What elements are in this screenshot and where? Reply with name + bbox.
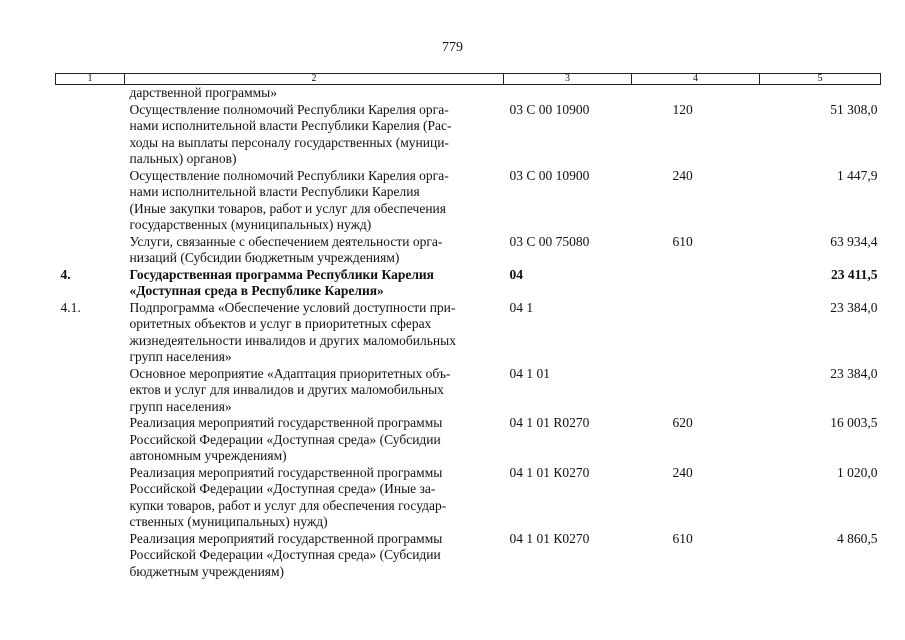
row-amount: [760, 85, 881, 102]
row-expense-type: 610: [672, 233, 693, 249]
table-row: [56, 102, 881, 168]
row-amount: 51 308,0: [830, 101, 878, 117]
row-name-line: оритетных объектов и услуг в приоритетных сферах: [129, 316, 432, 331]
row-expense-type: [632, 267, 760, 300]
row-name-line: пальных) органов): [129, 151, 237, 166]
row-name-line: Государственная программа Республики Карелия: [129, 266, 434, 282]
row-code: 03 С 00 75080: [509, 233, 590, 249]
header-row: [56, 74, 881, 85]
row-amount: 23 384,0: [830, 299, 878, 315]
row-code: 03 С 00 10900: [509, 167, 590, 183]
row-name: [125, 300, 504, 366]
table-row: [56, 85, 881, 102]
row-amount: 23 384,0: [830, 365, 878, 381]
row-code: 04 1 01: [509, 365, 550, 381]
page-number: 779: [442, 40, 463, 55]
table-row: [56, 267, 881, 300]
row-name-line: групп населения»: [129, 349, 232, 364]
row-amount: 16 003,5: [830, 415, 878, 430]
row-code: 04 1 01 R0270: [509, 415, 590, 430]
row-name-line: Осуществление полномочий Республики Карелия орга-: [129, 101, 449, 117]
row-number: [56, 234, 125, 267]
header-col-3: 3: [504, 74, 632, 85]
row-number: [56, 168, 125, 234]
row-amount: 63 934,4: [830, 233, 878, 249]
row-name-line: Реализация мероприятий государственной программы: [129, 464, 443, 480]
header-col-4: 4: [632, 74, 760, 85]
row-number: [56, 366, 125, 416]
row-amount: 1 020,0: [837, 464, 878, 480]
row-number: [56, 85, 125, 102]
row-expense-type: 240: [672, 464, 693, 480]
row-number: [56, 102, 125, 168]
header-col-1: 1: [56, 74, 125, 85]
header-col-2: 2: [125, 74, 504, 85]
row-expense-type: 240: [672, 167, 693, 183]
row-name: [125, 267, 504, 300]
table-header: [56, 74, 881, 85]
row-code: 04: [509, 266, 523, 282]
row-expense-type: [632, 85, 760, 102]
table-row: [56, 300, 881, 366]
row-name: [125, 366, 504, 416]
row-name-line: купки товаров, работ и услуг для обеспечения государ-: [129, 497, 447, 513]
row-name-line: нами исполнительной власти Республики Карелия: [129, 184, 420, 199]
row-name: [125, 465, 504, 531]
row-name-line: Реализация мероприятий государственной программы: [129, 415, 443, 430]
row-name-line: низаций (Субсидии бюджетным учреждениям): [129, 250, 400, 265]
row-number: [56, 531, 125, 581]
row-amount: 1 447,9: [837, 167, 878, 183]
row-name: [125, 234, 504, 267]
table-row: [56, 531, 881, 581]
row-expense-type: [632, 366, 760, 416]
row-expense-type: 620: [672, 415, 693, 430]
row-name-line: Российской Федерации «Доступная среда» (Иные за-: [129, 481, 436, 496]
row-number: 4.: [60, 266, 71, 282]
row-name-line: нами исполнительной власти Республики Карелия (Рас-: [129, 118, 452, 133]
row-number: [56, 465, 125, 531]
row-amount: 23 411,5: [830, 266, 878, 282]
row-name-line: «Доступная среда в Республике Карелия»: [129, 283, 384, 298]
row-code: 04 1 01 К0270: [509, 464, 590, 480]
row-name-line: бюджетным учреждениям): [129, 563, 285, 579]
row-name-line: Российской Федерации «Доступная среда» (Субсидии: [129, 547, 441, 562]
row-name-line: автономным учреждениям): [129, 448, 287, 463]
table-row: [56, 234, 881, 267]
row-name-line: Подпрограмма «Обеспечение условий доступности при-: [129, 299, 456, 315]
row-name-line: ходы на выплаты персоналу государственных (муници-: [129, 134, 449, 150]
row-name-line: дарственной программы»: [129, 85, 277, 100]
row-amount: 4 860,5: [837, 530, 878, 546]
table-row: [56, 366, 881, 416]
row-expense-type: [632, 300, 760, 366]
budget-table: [55, 73, 881, 580]
table-row: [56, 168, 881, 234]
row-name-line: ектов и услуг для инвалидов и других маломобильных: [129, 382, 444, 397]
row-name-line: Основное мероприятие «Адаптация приоритетных объ-: [129, 365, 451, 381]
row-code: 04 1 01 К0270: [509, 530, 590, 546]
row-name: [125, 168, 504, 234]
row-expense-type: 120: [672, 101, 693, 117]
row-name-line: Российской Федерации «Доступная среда» (Субсидии: [129, 431, 441, 447]
row-name-line: (Иные закупки товаров, работ и услуг для обеспечения: [129, 200, 446, 216]
row-name: [125, 85, 504, 102]
table-body: [56, 85, 881, 581]
table-row: [56, 415, 881, 465]
row-code: 04 1: [509, 299, 534, 315]
row-name: [125, 415, 504, 465]
header-col-5: 5: [760, 74, 881, 85]
row-name: [125, 102, 504, 168]
row-name-line: Реализация мероприятий государственной программы: [129, 530, 443, 546]
row-name: [125, 531, 504, 581]
row-name-line: ственных (муниципальных) нужд): [129, 514, 328, 529]
row-number: 4.1.: [60, 299, 81, 315]
row-name-line: групп населения»: [129, 398, 232, 414]
row-code: [504, 85, 632, 102]
row-number: [56, 415, 125, 465]
row-expense-type: 610: [672, 530, 693, 546]
row-name-line: государственных (муниципальных) нужд): [129, 217, 372, 232]
row-name-line: жизнедеятельности инвалидов и других маломобильных: [129, 332, 456, 348]
row-name-line: Услуги, связанные с обеспечением деятельности орга-: [129, 233, 443, 249]
row-code: 03 С 00 10900: [509, 101, 590, 117]
table-row: [56, 465, 881, 531]
row-name-line: Осуществление полномочий Республики Карелия орга-: [129, 167, 449, 183]
